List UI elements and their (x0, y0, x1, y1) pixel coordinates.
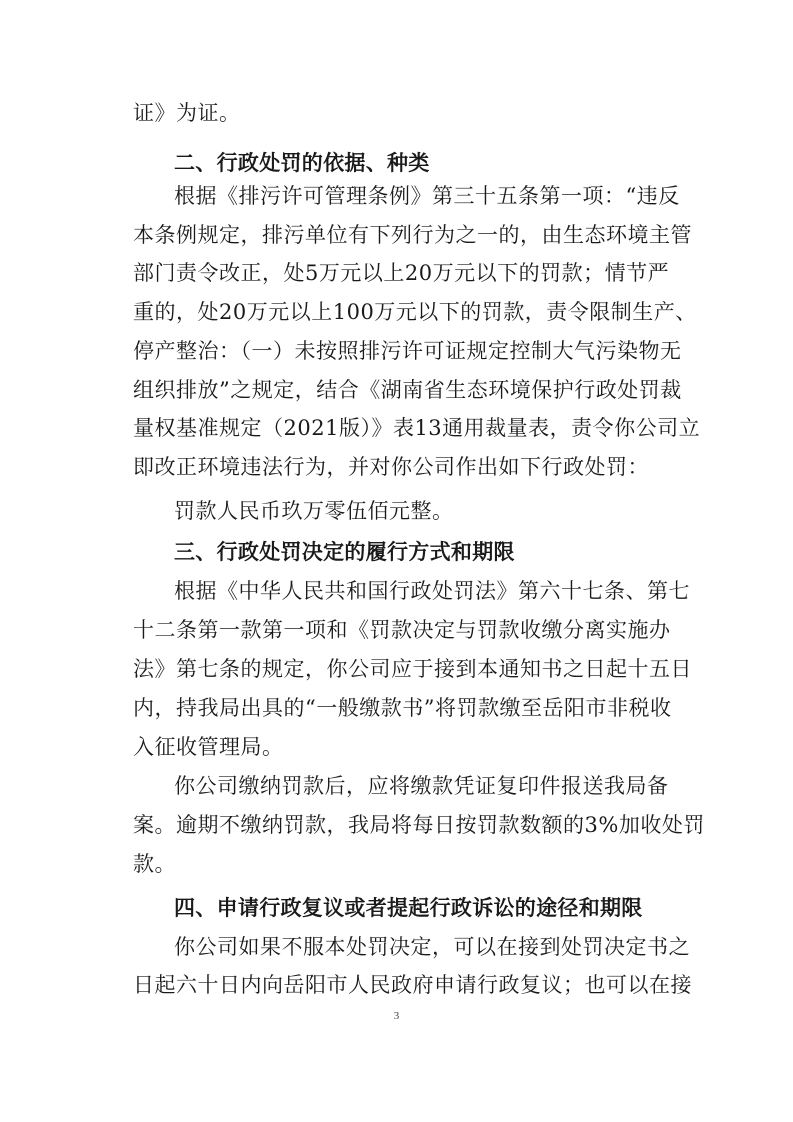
text-line: 根据《排污许可管理条例》第三十五条第一项：“违反 (174, 184, 680, 208)
text-line: 量权基准规定（2021版）》表13通用裁量表，责令你公司立 (133, 416, 701, 440)
text-line: 重的，处20万元以上100万元以下的罚款，责令限制生产、 (133, 300, 697, 324)
page-number: 3 (393, 1010, 400, 1022)
section-heading-4: 四、申请行政复议或者提起行政诉讼的途径和期限 (174, 896, 643, 920)
text-line: 法》第七条的规定，你公司应于接到本通知书之日起十五日 (133, 657, 692, 681)
text-line: 内，持我局出具的“一般缴款书”将罚款缴至岳阳市非税收 (133, 696, 672, 720)
text-line: 你公司如果不服本处罚决定，可以在接到处罚决定书之 (174, 935, 690, 959)
text-line: 案。逾期不缴纳罚款，我局将每日按罚款数额的3%加收处罚 (133, 813, 705, 837)
section-heading-2: 二、行政处罚的依据、种类 (174, 151, 430, 175)
text-line: 即改正环境违法行为，并对你公司作出如下行政处罚： (133, 455, 649, 479)
text-line: 组织排放”之规定，结合《湖南省生态环境保护行政处罚裁 (133, 378, 682, 402)
text-line: 日起六十日内向岳阳市人民政府申请行政复议；也可以在接 (133, 973, 692, 997)
text-line: 证》为证。 (133, 101, 241, 125)
text-line: 停产整治：（一）未按照排污许可证规定控制大气污染物无 (133, 339, 682, 363)
text-line: 根据《中华人民共和国行政处罚法》第六十七条、第七 (174, 579, 690, 603)
text-line: 入征收管理局。 (133, 735, 284, 759)
text-line: 十二条第一款第一项和《罚款决定与罚款收缴分离实施办 (133, 618, 671, 642)
penalty-amount: 罚款人民币玖万零伍佰元整。 (174, 499, 454, 523)
text-line: 部门责令改正，处5万元以上20万元以下的罚款；情节严 (133, 261, 670, 285)
text-line: 你公司缴纳罚款后，应将缴款凭证复印件报送我局备 (174, 774, 669, 798)
text-line: 本条例规定，排污单位有下列行为之一的，由生态环境主管 (133, 223, 692, 247)
text-line: 款。 (133, 852, 176, 876)
section-heading-3: 三、行政处罚决定的履行方式和期限 (174, 540, 515, 564)
